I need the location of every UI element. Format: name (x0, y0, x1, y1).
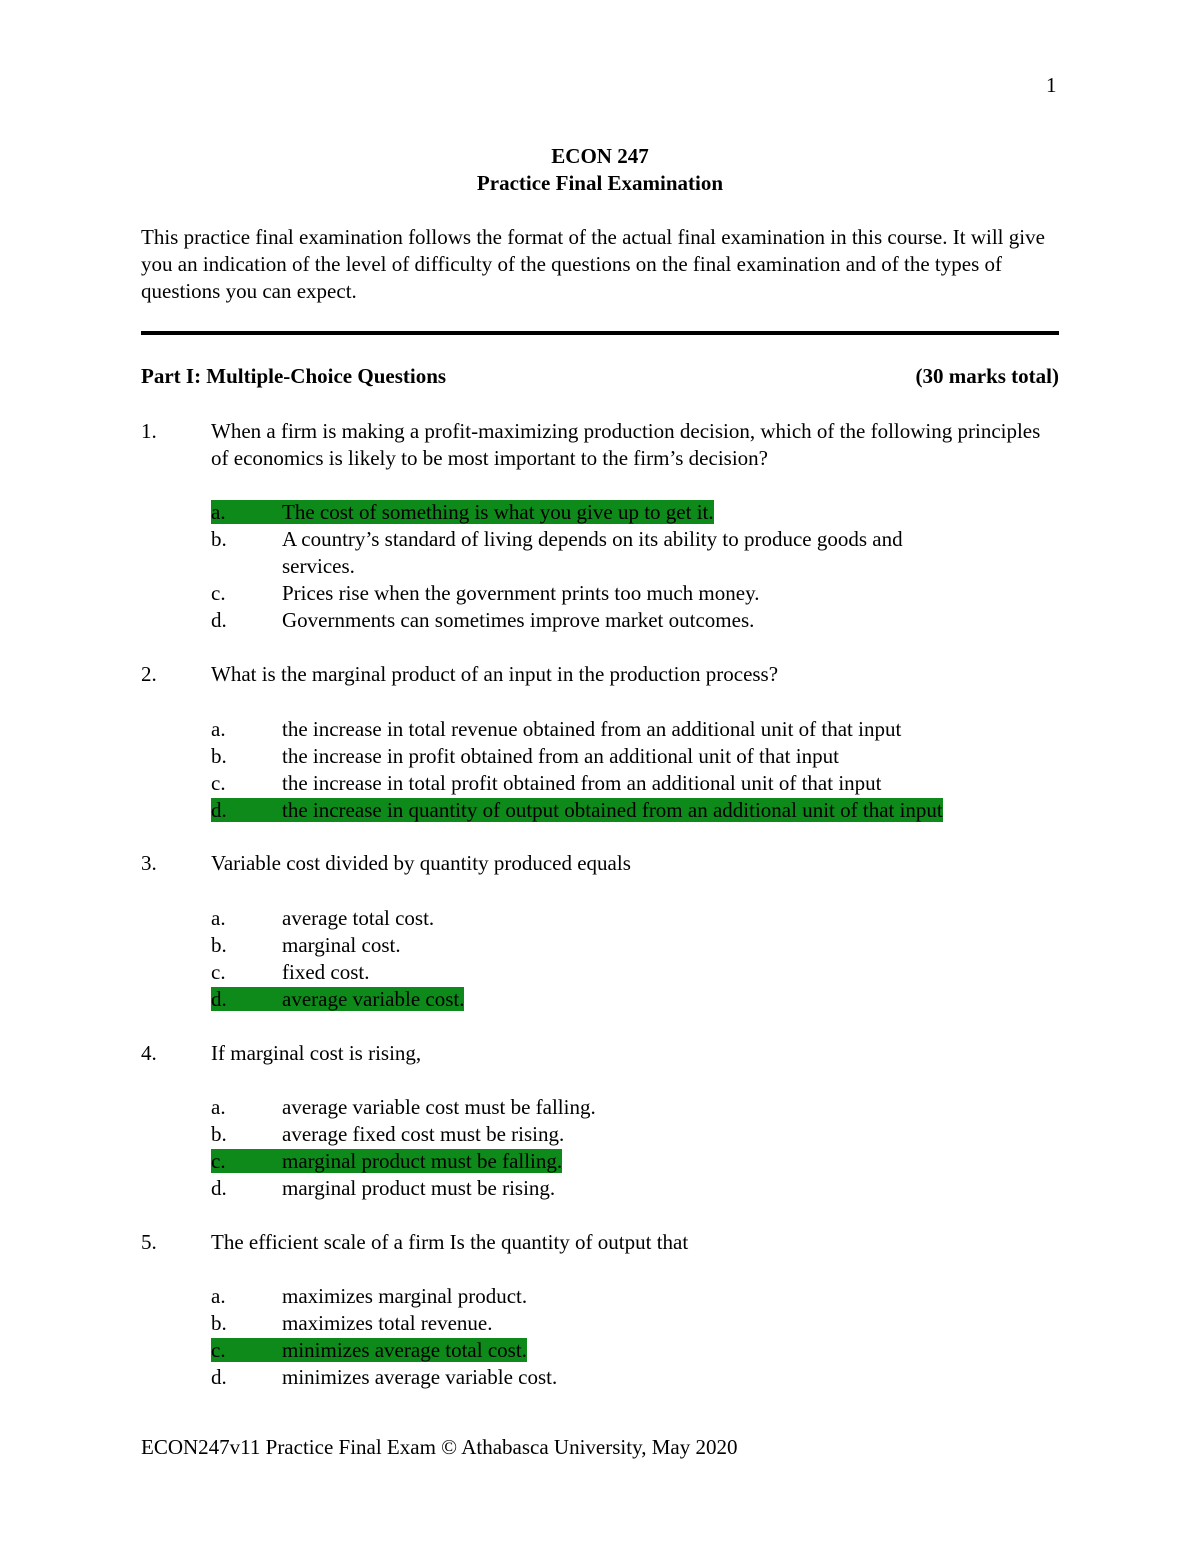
option-letter: b. (211, 527, 227, 551)
intro-paragraph: This practice final examination follows the format of the actual final examination in this course. It will give you an indication of the level of difficulty of the questions on the final examination and of the types of questions you can expect. (141, 225, 1045, 303)
answer-highlight (211, 500, 714, 524)
answer-option (211, 1310, 493, 1337)
option-text: the increase in total revenue obtained from an additional unit of that input (282, 717, 902, 741)
option-text: maximizes total revenue. (282, 1311, 493, 1335)
option-text: average variable cost. (282, 987, 465, 1011)
answer-option (211, 1121, 564, 1148)
question-number: 3. (141, 851, 157, 875)
answer-option (211, 580, 759, 607)
option-letter: d. (211, 987, 227, 1011)
option-text: minimizes average total cost. (282, 1338, 527, 1362)
answer-option (211, 797, 943, 824)
answer-option (211, 905, 434, 932)
answer-highlight (211, 987, 464, 1011)
answer-option (211, 526, 903, 553)
question-number: 5. (141, 1230, 157, 1254)
option-text: minimizes average variable cost. (282, 1365, 558, 1389)
option-letter: c. (211, 960, 226, 984)
question-number: 1. (141, 419, 157, 443)
option-text: average total cost. (282, 906, 435, 930)
option-text: marginal cost. (282, 933, 401, 957)
option-letter: a. (211, 906, 226, 930)
question-text: What is the marginal product of an input in the production process? (211, 662, 779, 686)
answer-option (211, 1094, 596, 1121)
answer-highlight (211, 798, 943, 822)
option-letter: d. (211, 1365, 227, 1389)
option-text: maximizes marginal product. (282, 1284, 528, 1308)
option-letter: a. (211, 500, 226, 524)
option-text: The cost of something is what you give up to get it. (282, 500, 714, 524)
option-text-continued: services. (282, 554, 355, 578)
part-marks: (30 marks total) (915, 364, 1059, 388)
answer-highlight (211, 1149, 562, 1173)
question-text: If marginal cost is rising, (211, 1041, 422, 1065)
option-letter: d. (211, 1176, 227, 1200)
question-text: When a firm is making a profit-maximizing production decision, which of the following principles of economics is likely to be most important to the firm’s decision? (211, 419, 1041, 470)
question-number: 4. (141, 1041, 157, 1065)
option-letter: d. (211, 608, 227, 632)
answer-option (211, 716, 901, 743)
part-title: Part I: Multiple-Choice Questions (141, 364, 447, 388)
option-letter: b. (211, 1122, 227, 1146)
page-number: 1 (1046, 73, 1057, 97)
answer-option (211, 986, 464, 1013)
option-letter: c. (211, 581, 226, 605)
answer-option (211, 1148, 562, 1175)
answer-highlight (211, 1338, 527, 1362)
option-letter: a. (211, 717, 226, 741)
question-text: The efficient scale of a firm Is the quantity of output that (211, 1230, 689, 1254)
answer-option (211, 932, 401, 959)
part-heading (141, 363, 1059, 390)
option-text: the increase in total profit obtained from an additional unit of that input (282, 771, 882, 795)
answer-option (211, 743, 839, 770)
option-letter: b. (211, 744, 227, 768)
option-text: the increase in profit obtained from an additional unit of that input (282, 744, 839, 768)
option-text: Governments can sometimes improve market outcomes. (282, 608, 755, 632)
option-letter: a. (211, 1095, 226, 1119)
option-text: fixed cost. (282, 960, 370, 984)
option-letter: c. (211, 1338, 226, 1362)
answer-option (211, 959, 369, 986)
question-number: 2. (141, 662, 157, 686)
answer-option (211, 1283, 527, 1310)
option-letter: b. (211, 1311, 227, 1335)
option-text: the increase in quantity of output obtained from an additional unit of that input (282, 798, 943, 822)
option-text: average fixed cost must be rising. (282, 1122, 565, 1146)
document-title: Practice Final Examination (476, 171, 724, 195)
answer-option (211, 607, 754, 634)
option-letter: c. (211, 771, 226, 795)
answer-option (211, 1175, 555, 1202)
answer-option (211, 770, 882, 797)
option-letter: d. (211, 798, 227, 822)
option-text: Prices rise when the government prints too much money. (282, 581, 760, 605)
course-code: ECON 247 (551, 144, 649, 168)
option-text: average variable cost must be falling. (282, 1095, 596, 1119)
answer-option (211, 1337, 527, 1364)
section-divider (141, 331, 1059, 335)
option-letter: c. (211, 1149, 226, 1173)
option-text: marginal product must be rising. (282, 1176, 556, 1200)
question-text: Variable cost divided by quantity produced equals (211, 851, 631, 875)
option-letter: a. (211, 1284, 226, 1308)
answer-option (211, 499, 714, 526)
page-footer: ECON247v11 Practice Final Exam © Athabasca University, May 2020 (141, 1435, 738, 1459)
answer-option (211, 1364, 557, 1391)
option-text: A country’s standard of living depends on its ability to produce goods and (282, 527, 903, 551)
option-text: marginal product must be falling. (282, 1149, 563, 1173)
option-letter: b. (211, 933, 227, 957)
